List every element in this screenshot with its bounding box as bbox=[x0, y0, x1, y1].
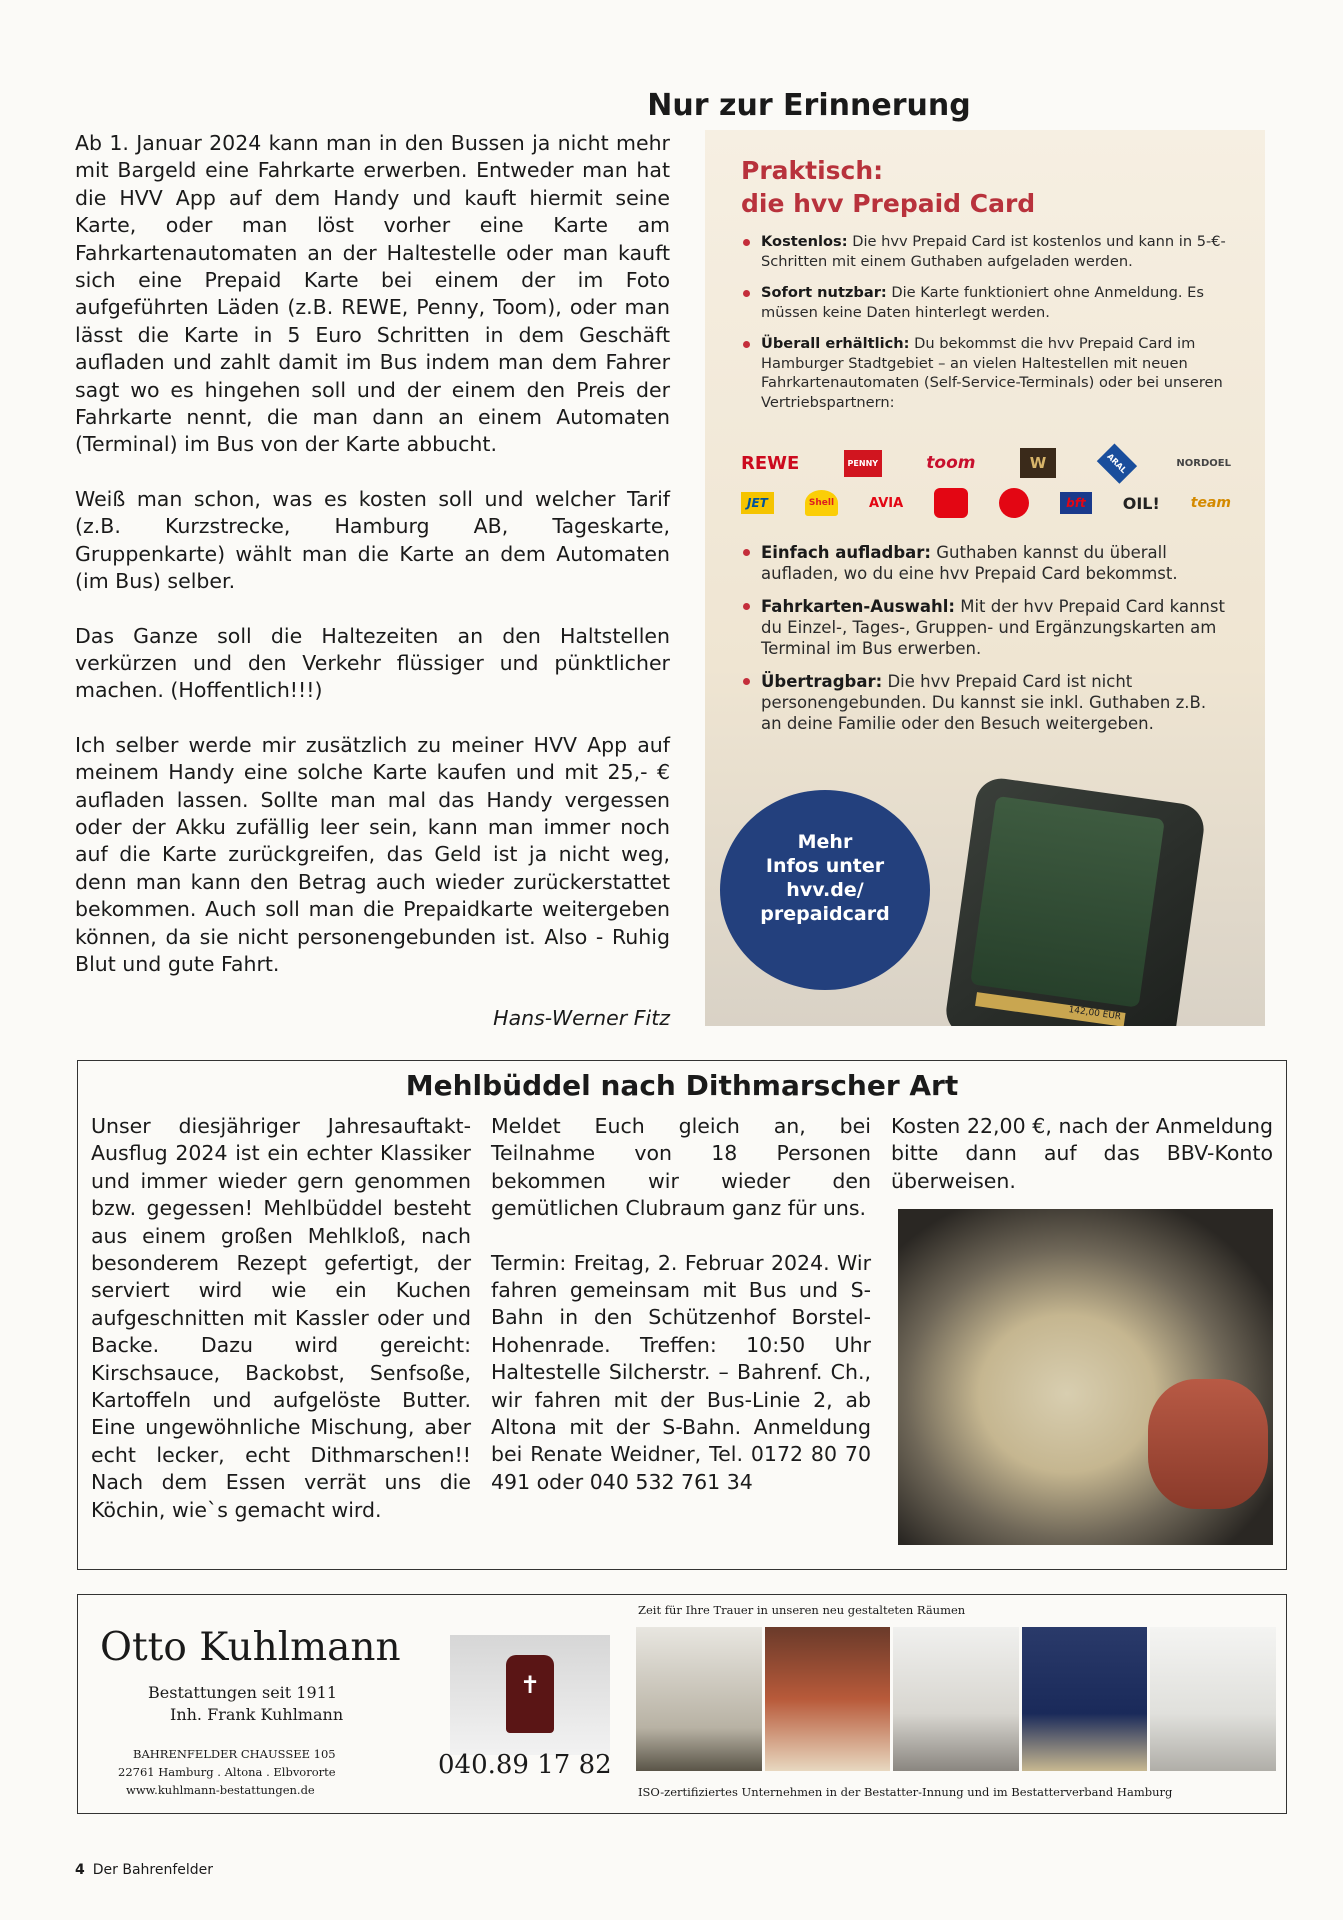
penny-logo: PENNY bbox=[844, 450, 883, 477]
photo-strip bbox=[636, 1627, 1276, 1771]
list-item bbox=[741, 596, 1231, 659]
toom-logo: toom bbox=[926, 453, 976, 473]
feature-list bbox=[741, 542, 1231, 746]
event-box bbox=[77, 1060, 1287, 1570]
item-text: Die Karte funktioniert ohne Anmeldung. Es müssen keine Daten hinterlegt werden. bbox=[761, 284, 1204, 321]
paragraph: Unser diesjähriger Jahresauftakt-Ausflug 2024 ist ein echter Klassiker und immer wieder gern genommen bzw. gegessen! Mehlbüddel besteht aus einem großen Mehlkloß, nach besonderem Rezept gefertigt, der serviert wird wie ein Kuchen aufgeschnitten mit Kassler oder und Backe. Dazu wird gereicht: Kirschsauce, Backobst, Senfsoße, Kartoffeln und aufgelöste Butter. Eine ungewöhnliche Mischung, aber echt lecker, echt Dithmarschen!! Nach dem Essen verrät uns die Köchin, wie`s gemacht wird. bbox=[91, 1114, 471, 1522]
item-label: Fahrkarten-Auswahl: bbox=[761, 597, 955, 616]
ad-headline bbox=[741, 154, 1035, 220]
item-text: Guthaben kannst du überall aufladen, wo du eine hvv Prepaid Card bekommst. bbox=[761, 543, 1178, 583]
list-item bbox=[741, 232, 1231, 271]
company-tagline: Bestattungen seit 1911 bbox=[148, 1683, 338, 1702]
prepaid-card-ad bbox=[705, 130, 1265, 1026]
item-label: Überall erhältlich: bbox=[761, 335, 910, 352]
page-footer bbox=[75, 1862, 213, 1878]
address-line: 22761 Hamburg . Altona . Elbvororte bbox=[118, 1765, 336, 1779]
room-photo bbox=[1150, 1627, 1276, 1771]
address-line: BAHRENFELDER CHAUSSEE 105 bbox=[133, 1747, 336, 1761]
certification-caption: ISO-zertifiziertes Unternehmen in der Bestatter-Innung und im Bestatterverband Hamburg bbox=[638, 1785, 1173, 1799]
shell-logo: Shell bbox=[805, 490, 838, 516]
photo-caption: Zeit für Ihre Trauer in unseren neu gestalteten Räumen bbox=[638, 1603, 966, 1617]
phone-number: 040.89 17 82 bbox=[438, 1750, 612, 1780]
item-text: Mit der hvv Prepaid Card kannst du Einzel-, Tages-, Gruppen- und Ergänzungskarten am Terminal im Bus erwerben. bbox=[761, 597, 1225, 658]
text-column bbox=[891, 1113, 1273, 1222]
event-title: Mehlbüddel nach Dithmarscher Art bbox=[405, 1069, 959, 1102]
article-title: Nur zur Erinnerung bbox=[647, 88, 971, 123]
website-link[interactable]: www.kuhlmann-bestattungen.de bbox=[126, 1783, 315, 1797]
rewe-logo: REWE bbox=[741, 452, 800, 474]
phone-screen bbox=[970, 796, 1165, 1008]
bubble-line: prepaidcard bbox=[760, 903, 890, 925]
w-logo: W bbox=[1020, 448, 1057, 478]
info-bubble bbox=[720, 790, 930, 990]
company-owner: Inh. Frank Kuhlmann bbox=[170, 1705, 344, 1724]
nordoel-logo: NORDOEL bbox=[1176, 457, 1231, 469]
item-label: Einfach aufladbar: bbox=[761, 543, 931, 562]
aral-logo: ARAL bbox=[1096, 443, 1136, 483]
cross-icon: ✝ bbox=[506, 1655, 554, 1733]
paragraph: Ich selber werde mir zusätzlich zu meiner HVV App auf meinem Handy eine solche Karte kaufen und mit 25,- € aufladen lassen. Sollte man mal das Handy vergessen oder der Akku zufällig leer sein, kann man immer noch auf die Karte zurückgreifen, das Geld ist ja nicht weg, denn man kann den Betrag auch wieder zurückerstattet bekommen. Auch soll man die Prepaidkarte weitergeben können, da sie nicht personengebunden ist. Also - Ruhig Blut und gute Fahrt. bbox=[75, 732, 670, 976]
avia-logo: AVIA bbox=[869, 495, 904, 511]
meat-slices bbox=[1148, 1379, 1268, 1509]
item-text: Die hvv Prepaid Card ist kostenlos und kann in 5-€-Schritten mit einem Guthaben aufgeladen werden. bbox=[761, 233, 1226, 270]
phone-balance: 142,00 EUR bbox=[975, 992, 1125, 1026]
partner-logos-row bbox=[741, 488, 1231, 518]
list-item bbox=[741, 671, 1231, 734]
room-photo bbox=[765, 1627, 891, 1771]
text-column bbox=[91, 1113, 471, 1551]
bubble-line: Infos unter bbox=[765, 855, 885, 877]
paragraph: Ab 1. Januar 2024 kann man in den Bussen ja nicht mehr mit Bargeld eine Fahrkarte erwerben. Entweder man hat die HVV App auf dem Handy und kauft hiermit seine Karte, oder man löst vorher eine Karte am Fahrkartenautomaten an der Haltestelle oder man kauft sich eine Prepaid Karte bei einem der im Foto aufgeführten Läden (z.B. REWE, Penny, Toom), oder man lässt die Karte in 5 Euro Schritten in dem Geschäft aufladen und zahlt damit im Bus indem man dem Fahrer sagt wo es hingehen soll und der einem den Preis der Fahrkarte nennt, die man dann an einem Automaten (Terminal) im Bus von der Karte abbucht. bbox=[75, 131, 670, 457]
paragraph: Das Ganze soll die Haltezeiten an den Haltstellen verkürzen und den Verkehr flüssiger und pünktlicher machen. (Hoffentlich!!!) bbox=[75, 623, 670, 703]
author-name: Hans-Werner Fitz bbox=[493, 1006, 670, 1030]
list-item bbox=[741, 542, 1231, 584]
phone-image bbox=[943, 775, 1207, 1026]
food-photo bbox=[898, 1209, 1273, 1545]
ad-headline-line: Praktisch: bbox=[741, 156, 884, 185]
bubble-line: Mehr bbox=[797, 831, 853, 853]
text-column bbox=[491, 1113, 871, 1523]
article-body bbox=[75, 130, 670, 978]
jet-logo: JET bbox=[741, 492, 774, 514]
partner-logos-row bbox=[741, 448, 1231, 478]
oil-logo: OIL! bbox=[1122, 493, 1160, 513]
station-logo bbox=[934, 488, 968, 518]
paragraph: Meldet Euch gleich an, bei Teilnahme von 18 Personen bekommen wir wieder den gemütlichen Clubraum ganz für uns. bbox=[491, 1114, 871, 1221]
ad-headline-line: die hvv Prepaid Card bbox=[741, 189, 1036, 218]
feature-list bbox=[741, 232, 1231, 424]
room-photo bbox=[893, 1627, 1019, 1771]
paragraph: Kosten 22,00 €, nach der Anmeldung bitte dann auf das BBV-Konto überweisen. bbox=[891, 1114, 1273, 1193]
page-number: 4 bbox=[75, 1862, 85, 1878]
room-photo bbox=[636, 1627, 762, 1771]
list-item bbox=[741, 283, 1231, 322]
bubble-line: hvv.de/ bbox=[786, 879, 864, 901]
publication-name: Der Bahrenfelder bbox=[92, 1862, 214, 1878]
item-label: Sofort nutzbar: bbox=[761, 284, 887, 301]
item-text: Die hvv Prepaid Card ist nicht personengebunden. Du kannst sie inkl. Guthaben z.B. an deine Familie oder den Besuch weitergeben. bbox=[761, 672, 1207, 733]
list-item bbox=[741, 334, 1231, 412]
urn-logo bbox=[450, 1635, 610, 1755]
item-label: Kostenlos: bbox=[761, 233, 848, 250]
item-text: Du bekommst die hvv Prepaid Card im Hamburger Stadtgebiet – an vielen Haltestellen mit neuen Fahrkartenautomaten (Self-Service-Terminals) oder bei unseren Vertriebspartnern: bbox=[761, 335, 1223, 411]
funeral-home-ad bbox=[77, 1594, 1287, 1814]
paragraph: Weiß man schon, was es kosten soll und welcher Tarif (z.B. Kurzstrecke, Hamburg AB, Tageskarte, Gruppenkarte) wählt man die Karte an dem Automaten (im Bus) selber. bbox=[75, 486, 670, 594]
bft-logo: bft bbox=[1060, 492, 1092, 514]
company-name: Otto Kuhlmann bbox=[100, 1625, 401, 1670]
station-logo bbox=[999, 488, 1029, 518]
paragraph: Termin: Freitag, 2. Februar 2024. Wir fahren gemeinsam mit Bus und S-Bahn in den Schützenhof Borstel-Hohenrade. Treffen: 10:50 Uhr Haltestelle Silcherstr. – Bahrenf. Ch., wir fahren mit der Bus-Linie 2, ab Altona mit der S-Bahn. Anmeldung bei Renate Weidner, Tel. 0172 80 70 491 oder 040 532 761 34 bbox=[491, 1250, 871, 1494]
room-photo bbox=[1022, 1627, 1148, 1771]
item-label: Übertragbar: bbox=[761, 672, 883, 691]
team-logo: team bbox=[1190, 495, 1231, 511]
